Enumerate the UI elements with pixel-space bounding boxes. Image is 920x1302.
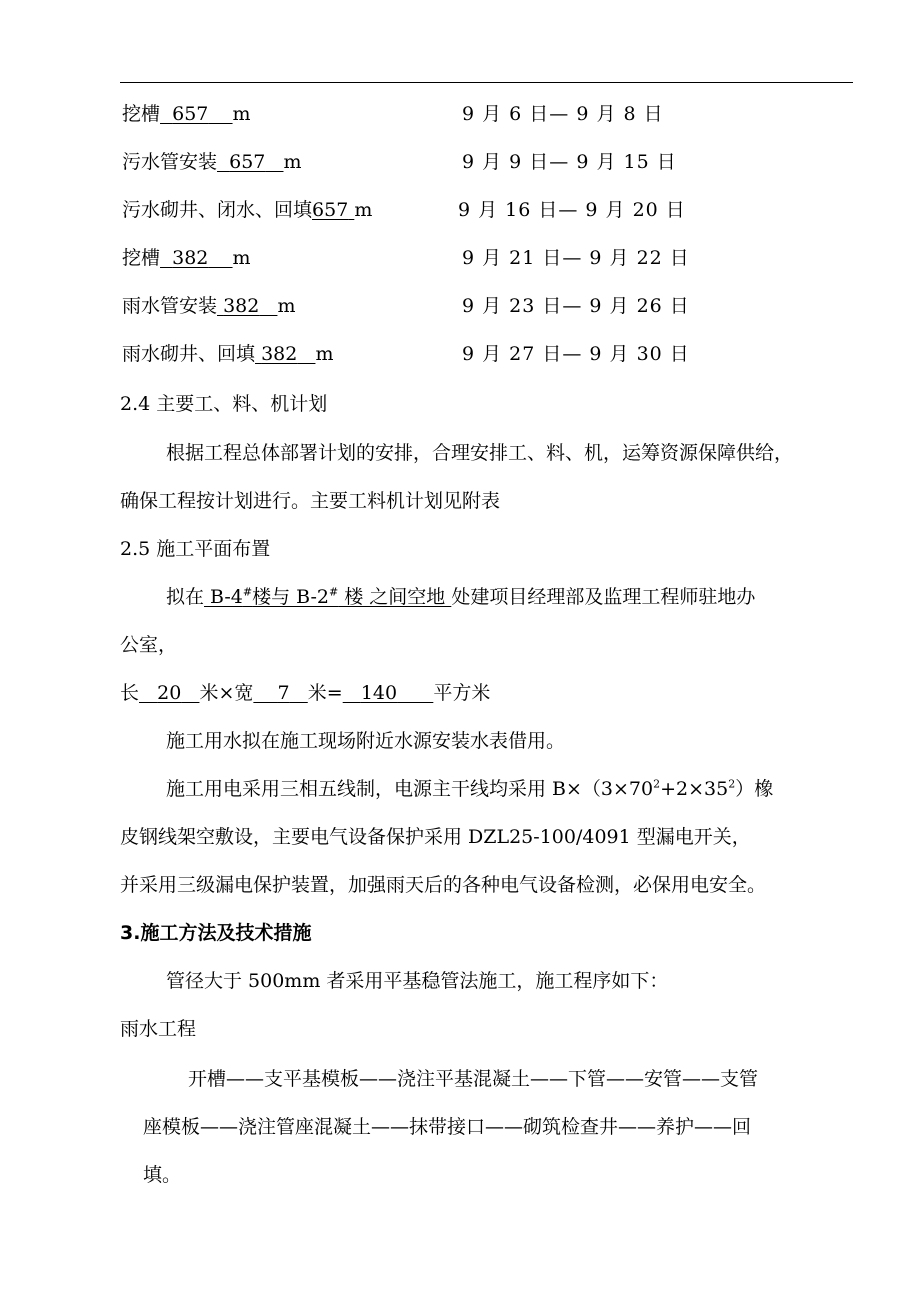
header-rule: [120, 82, 853, 83]
task-name: 雨水砌井、回填: [122, 343, 256, 365]
procedure-line2: 座模板——浇注管座混凝土——抹带接口——砌筑检查井——养护——回: [143, 1116, 752, 1138]
task-name: 污水砌井、闭水、回填: [122, 199, 313, 221]
task-name: 雨水管安装: [122, 295, 218, 317]
electricity-line3: 并采用三级漏电保护装置，加强雨天后的各种电气设备检测，必保用电安全。: [120, 874, 767, 896]
task-dates: 9 月 16 日— 9 月 20 日: [458, 199, 686, 221]
task-qty: 657: [172, 103, 209, 125]
section-2-5-heading: 2.5 施工平面布置: [120, 538, 271, 560]
task-dates: 9 月 27 日— 9 月 30 日: [462, 343, 690, 365]
task-dates: 9 月 9 日— 9 月 15 日: [462, 151, 677, 173]
task-name: 挖槽: [122, 247, 161, 269]
task-unit: m: [315, 343, 334, 365]
section-3-heading: 3.施工方法及技术措施: [120, 922, 312, 944]
task-qty: 382: [223, 295, 260, 317]
task-name: 污水管安装: [122, 151, 218, 173]
rainwater-subheading: 雨水工程: [120, 1018, 197, 1040]
section-3-intro: 管径大于 500mm 者采用平基稳管法施工，施工程序如下：: [166, 970, 669, 992]
task-qty: 382: [172, 247, 209, 269]
area-line: 长 20 米×宽 7 米= 140 平方米: [120, 682, 491, 704]
task-unit: m: [354, 199, 373, 221]
area-value: 140: [360, 682, 398, 704]
task-dates: 9 月 6 日— 9 月 8 日: [462, 103, 664, 125]
task-unit: m: [277, 295, 296, 317]
task-dates: 9 月 21 日— 9 月 22 日: [462, 247, 690, 269]
location-text: B-4#楼与 B-2# 楼 之间空地: [204, 585, 452, 608]
task-qty: 657: [312, 199, 349, 221]
task-qty: 657: [229, 151, 266, 173]
location-line2: 公室，: [120, 634, 178, 656]
procedure-line3: 填。: [143, 1164, 182, 1186]
task-dates: 9 月 23 日— 9 月 26 日: [462, 295, 690, 317]
section-2-4-paragraph-line1: 根据工程总体部署计划的安排，合理安排工、料、机，运筹资源保障供给，: [166, 442, 794, 464]
electricity-line2: 皮钢线架空敷设，主要电气设备保护采用 DZL25-100/4091 型漏电开关，: [120, 826, 751, 848]
task-qty: 382: [261, 343, 298, 365]
task-name: 挖槽: [122, 103, 161, 125]
section-2-4-heading: 2.4 主要工、料、机计划: [120, 393, 328, 415]
task-unit: m: [283, 151, 302, 173]
water-supply-text: 施工用水拟在施工现场附近水源安装水表借用。: [166, 730, 566, 752]
width-value: 7: [277, 682, 290, 704]
task-unit: m: [232, 247, 251, 269]
length-value: 20: [157, 682, 182, 704]
task-unit: m: [232, 103, 251, 125]
electricity-line1: 施工用电采用三相五线制，电源主干线均采用 $B\times(3\times 70^2+2\times 35^2)$橡: [166, 777, 774, 800]
section-2-4-paragraph-line2: 确保工程按计划进行。主要工料机计划见附表: [120, 490, 501, 512]
procedure-line1: 开槽——支平基模板——浇注平基混凝土——下管——安管——支管: [188, 1068, 759, 1090]
location-line: 拟在 B-4#楼与 B-2# 楼 之间空地 处建项目经理部及监理工程师驻地办: [166, 585, 756, 608]
